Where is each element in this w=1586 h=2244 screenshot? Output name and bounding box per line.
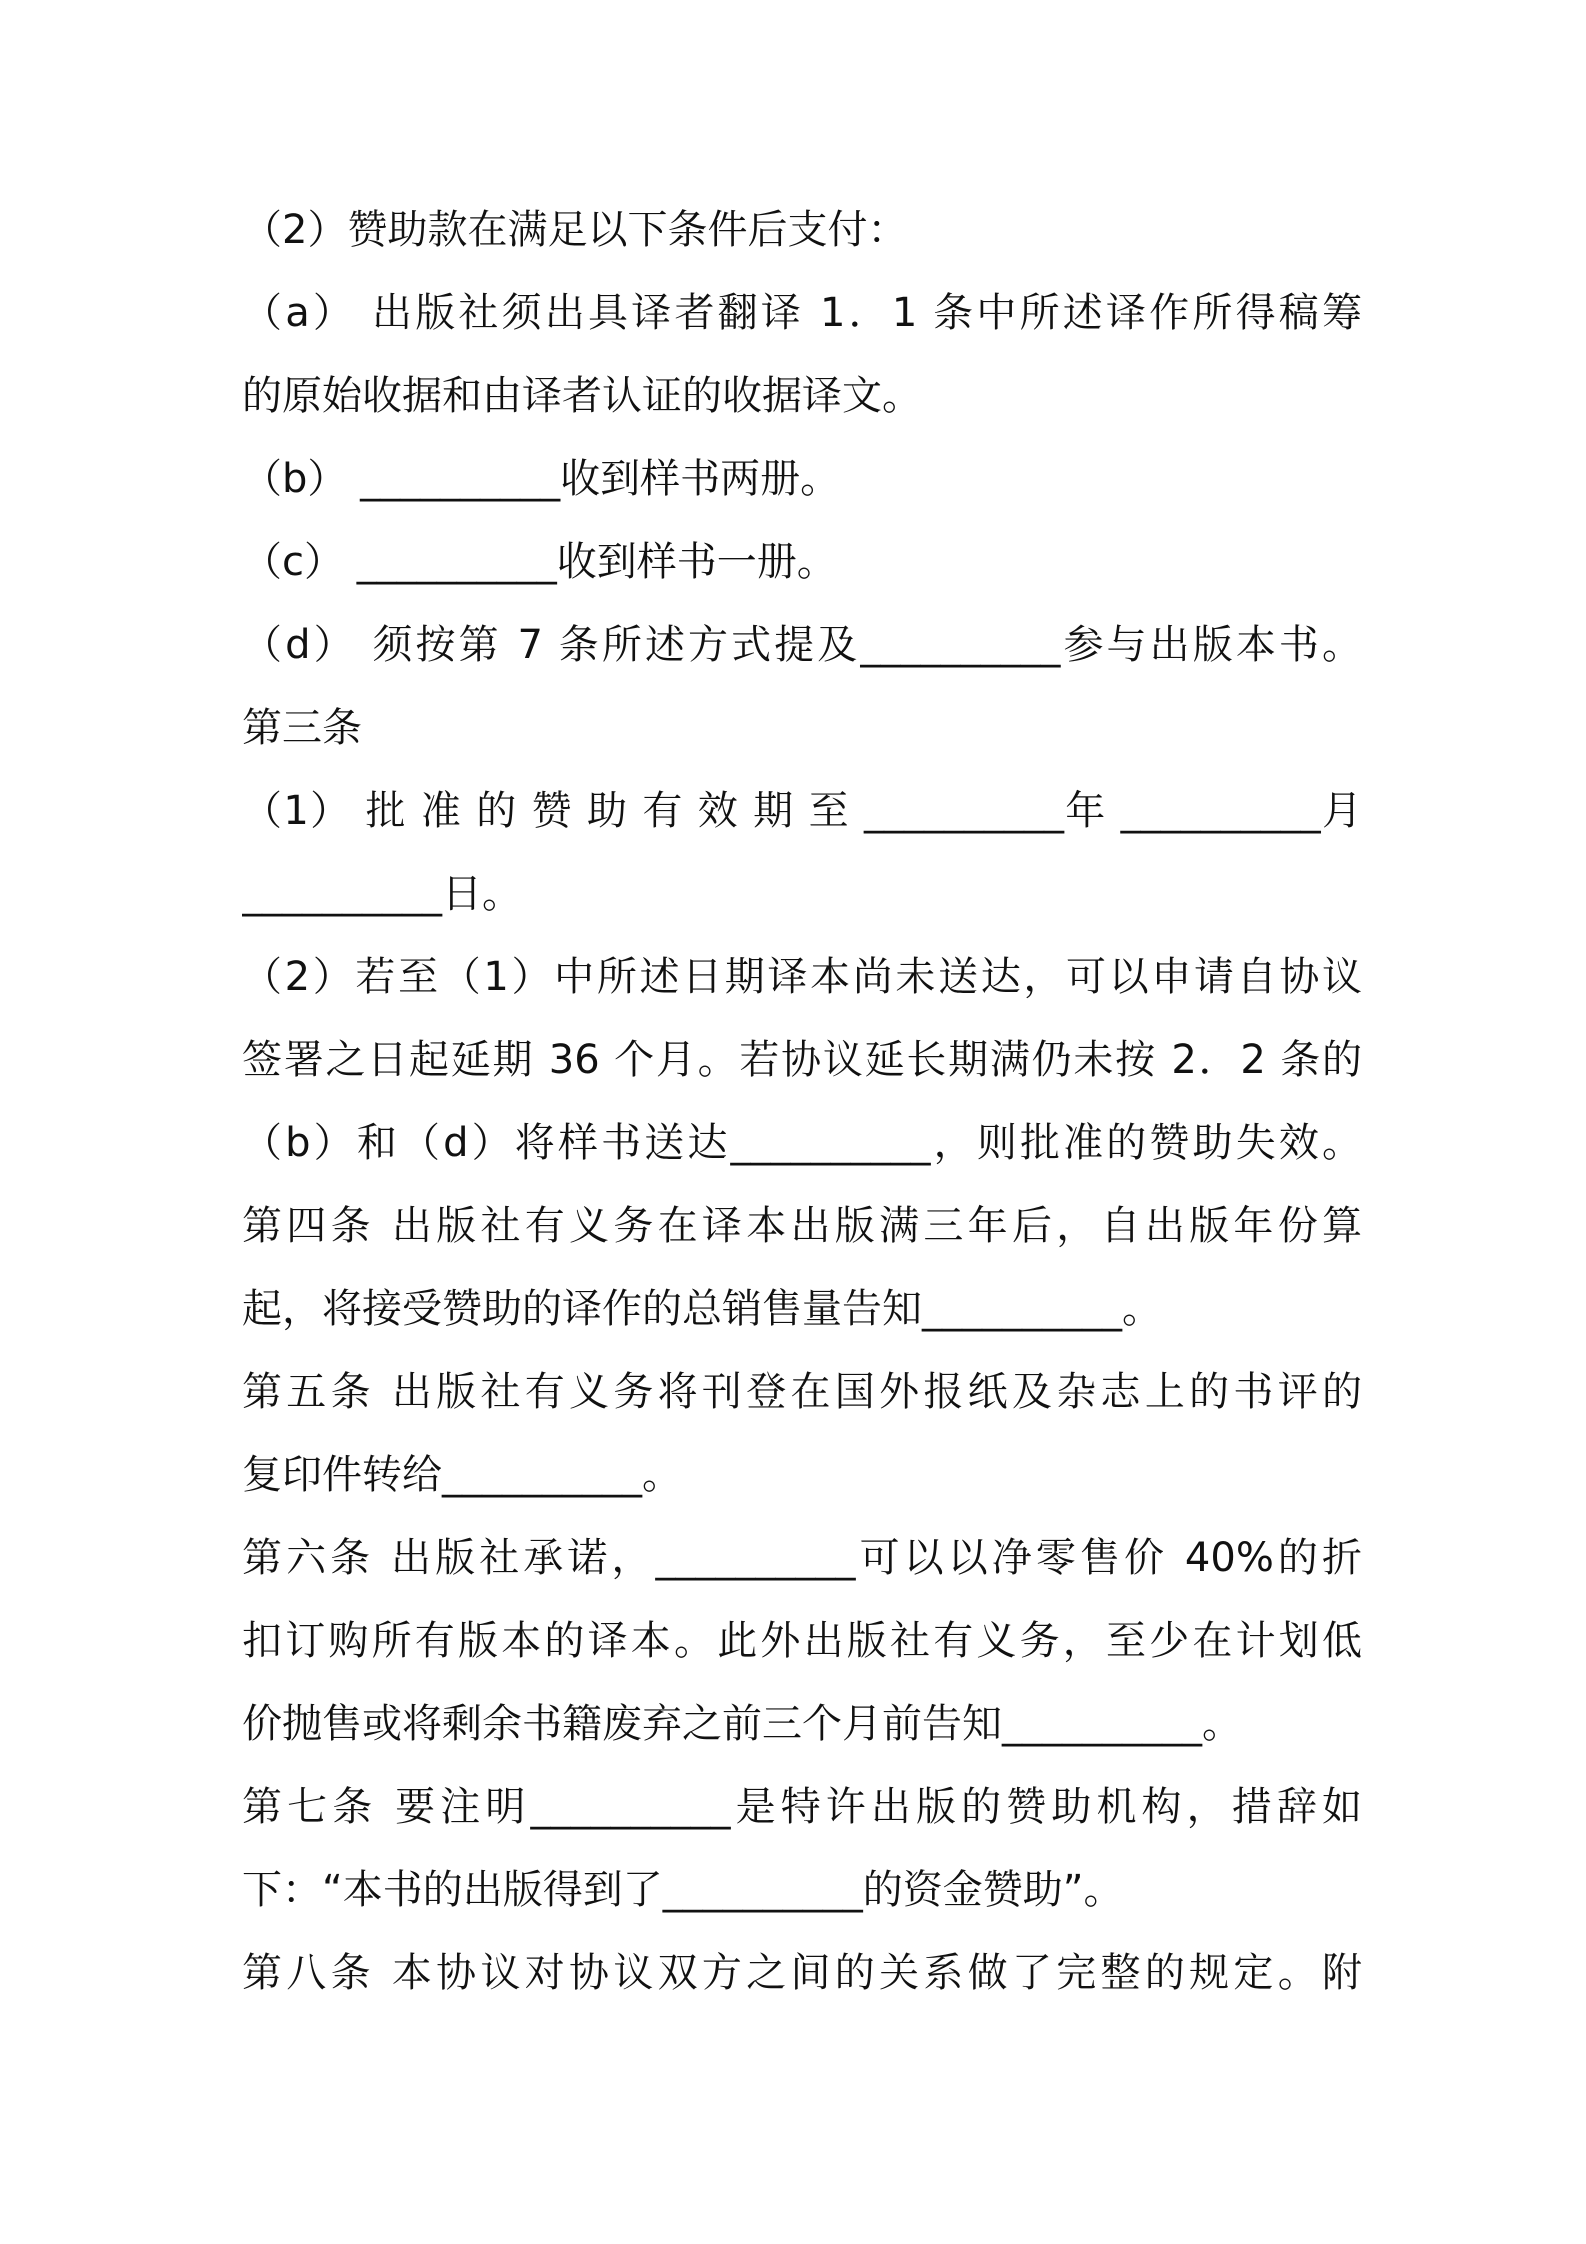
- text-line-5: （c） __________收到样书一册。: [242, 539, 837, 585]
- text-line-16: 复印件转给__________。: [242, 1452, 682, 1498]
- text-line-6: （d） 须按第 7 条所述方式提及__________参与出版本书。: [242, 622, 1362, 668]
- text-line-1: （2）赞助款在满足以下条件后支付：: [242, 207, 908, 253]
- text-line-2: （a） 出版社须出具译者翻译 1．1 条中所述译作所得稿筹: [242, 290, 1362, 336]
- text-line-21: 下：“本书的出版得到了__________的资金赞助”。: [242, 1867, 1124, 1913]
- text-line-17: 第六条 出版社承诺，__________可以以净零售价 40%的折: [242, 1535, 1362, 1581]
- section-heading-article-3: 第三条: [242, 705, 362, 751]
- text-line-15: 第五条 出版社有义务将刊登在国外报纸及杂志上的书评的: [242, 1369, 1362, 1415]
- text-line-22: 第八条 本协议对协议双方之间的关系做了完整的规定。附: [242, 1950, 1362, 1996]
- text-line-13: 第四条 出版社有义务在译本出版满三年后，自出版年份算: [242, 1203, 1362, 1249]
- text-line-10: （2）若至（1）中所述日期译本尚未送达，可以申请自协议: [242, 954, 1362, 1000]
- text-line-14: 起，将接受赞助的译作的总销售量告知__________。: [242, 1286, 1162, 1332]
- text-line-11: 签署之日起延期 36 个月。若协议延长期满仍未按 2．2 条的: [242, 1037, 1362, 1083]
- text-line-19: 价抛售或将剩余书籍废弃之前三个月前告知__________。: [242, 1701, 1242, 1747]
- text-line-3: 的原始收据和由译者认证的收据译文。: [242, 373, 922, 419]
- text-line-4: （b） __________收到样书两册。: [242, 456, 841, 502]
- text-line-9: __________日。: [242, 871, 522, 917]
- text-line-18: 扣订购所有版本的译本。此外出版社有义务，至少在计划低: [242, 1618, 1362, 1664]
- text-line-12: （b）和（d）将样书送达__________，则批准的赞助失效。: [242, 1120, 1362, 1166]
- text-line-8: （1） 批 准 的 赞 助 有 效 期 至 __________年 __________月: [242, 788, 1362, 834]
- text-line-20: 第七条 要注明__________是特许出版的赞助机构，措辞如: [242, 1784, 1362, 1830]
